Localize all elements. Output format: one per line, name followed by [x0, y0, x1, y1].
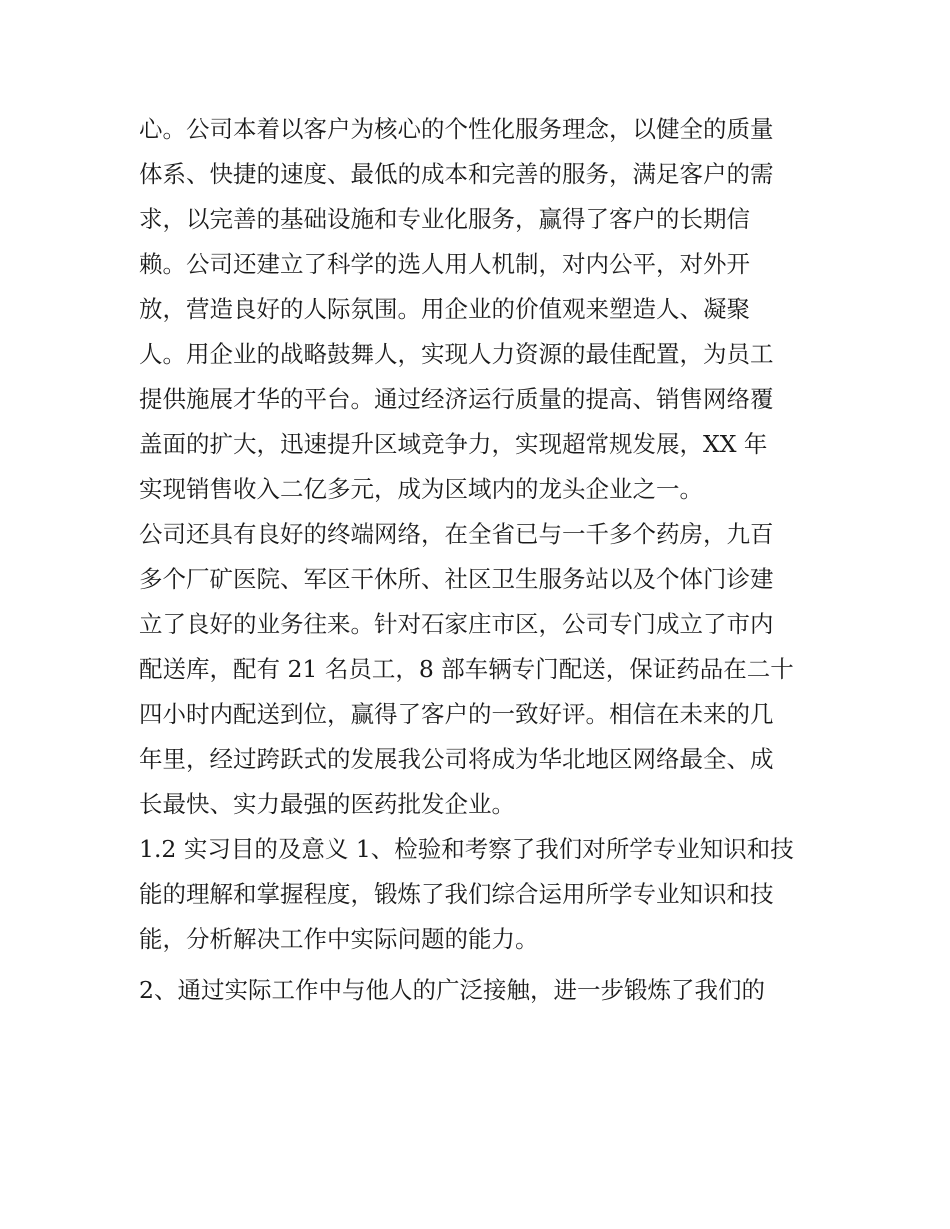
text-line: 长最快、实力最强的医药批发企业。	[139, 790, 515, 818]
text-line: 心。公司本着以客户为核心的个性化服务理念，以健全的质量	[139, 115, 774, 143]
body-text	[139, 107, 819, 1013]
text-line: 立了良好的业务往来。针对石家庄市区，公司专门成立了市内	[139, 610, 774, 638]
text-line: 配送库，配有 21 名员工，8 部车辆专门配送，保证药品在二十	[139, 655, 794, 683]
text-line: 赖。公司还建立了科学的选人用人机制，对内公平，对外开	[139, 250, 750, 278]
text-line: 实现销售收入二亿多元，成为区域内的龙头企业之一。	[139, 475, 703, 503]
text-line: 2、通过实际工作中与他人的广泛接触，进一步锻炼了我们的	[139, 976, 765, 1004]
text-line: 求，以完善的基础设施和专业化服务，赢得了客户的长期信	[139, 205, 750, 233]
text-line: 盖面的扩大，迅速提升区域竞争力，实现超常规发展，XX 年	[139, 430, 768, 458]
text-line: 年里，经过跨跃式的发展我公司将成为华北地区网络最全、成	[139, 745, 774, 773]
text-line: 能的理解和掌握程度，锻炼了我们综合运用所学专业知识和技	[139, 880, 774, 908]
text-line: 体系、快捷的速度、最低的成本和完善的服务，满足客户的需	[139, 160, 774, 188]
text-line: 人。用企业的战略鼓舞人，实现人力资源的最佳配置，为员工	[139, 340, 774, 368]
text-line: 多个厂矿医院、军区干休所、社区卫生服务站以及个体门诊建	[139, 565, 774, 593]
text-line: 公司还具有良好的终端网络，在全省已与一千多个药房，九百	[139, 520, 774, 548]
text-line: 四小时内配送到位，赢得了客户的一致好评。相信在未来的几	[139, 700, 774, 728]
text-line: 放，营造良好的人际氛围。用企业的价值观来塑造人、凝聚	[139, 295, 750, 323]
text-line: 提供施展才华的平台。通过经济运行质量的提高、销售网络覆	[139, 385, 774, 413]
text-line: 能，分析解决工作中实际问题的能力。	[139, 925, 539, 953]
section-heading-line: 1.2 实习目的及意义 1、检验和考察了我们对所学专业知识和技	[139, 835, 794, 863]
